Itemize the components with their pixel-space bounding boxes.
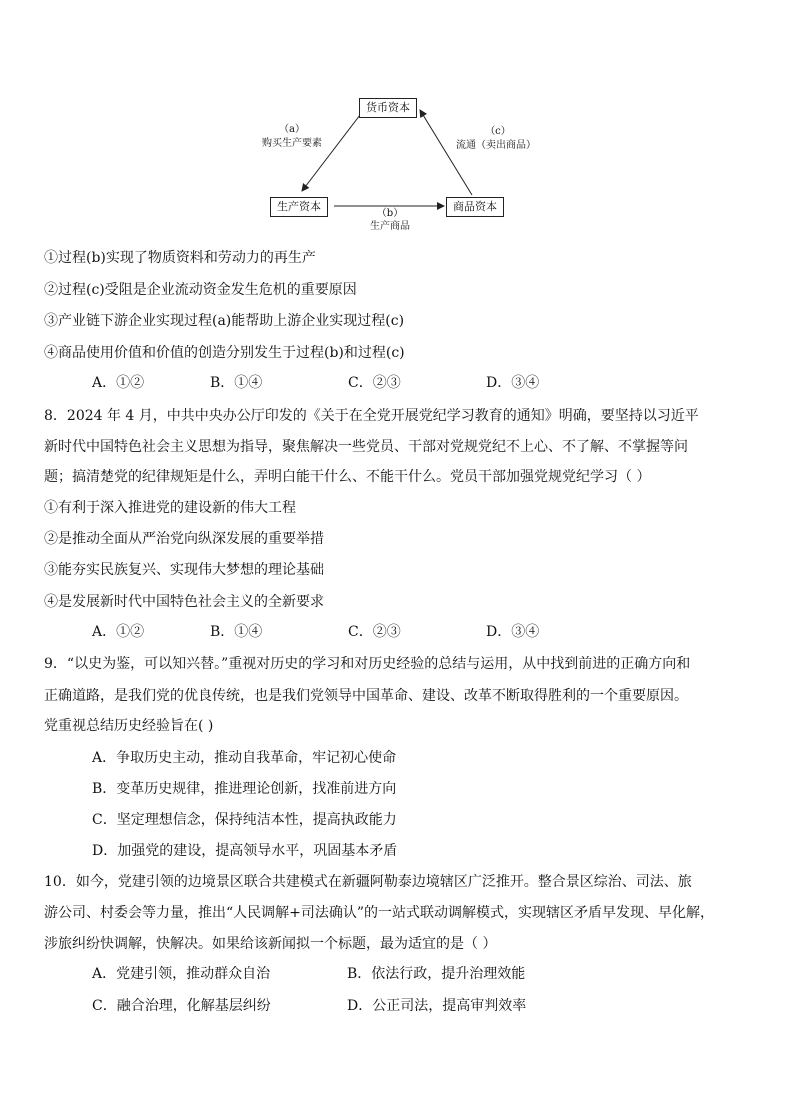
- q7-item-3: ③产业链下游企业实现过程(a)能帮助上游企业实现过程(c): [44, 313, 405, 329]
- q9-stem-line-3: 党重视总结历史经验旨在( ): [44, 718, 214, 734]
- q8-item-1: ①有利于深入推进党的建设新的伟大工程: [44, 500, 296, 516]
- q8-item-2: ②是推动全面从严治党向纵深发展的重要举措: [44, 531, 324, 547]
- q10-option-c[interactable]: C．融合治理，化解基层纠纷: [92, 998, 271, 1014]
- q7-item-1: ①过程(b)实现了物质资料和劳动力的再生产: [44, 250, 316, 266]
- q10-option-a[interactable]: A．党建引领，推动群众自治: [92, 966, 271, 982]
- q10-stem-line-3: 涉旅纠纷快调解，快解决。如果给该新闻拟一个标题，最为适宜的是（ ）: [44, 936, 497, 952]
- commodity-capital-box: 商品资本: [446, 197, 504, 217]
- label-b-tag: （b）: [376, 208, 404, 219]
- arrow-c: [420, 110, 472, 195]
- q9-stem-line-1: 9．“以史为鉴，可以知兴替。”重视对历史的学习和对历史经验的总结与运用，从中找到前进的正确方向和: [44, 656, 691, 672]
- q7-option-b[interactable]: B．①④: [210, 375, 263, 391]
- q7-item-4: ④商品使用价值和价值的创造分别发生于过程(b)和过程(c): [44, 345, 405, 361]
- q9-option-a[interactable]: A．争取历史主动，推动自我革命，牢记初心使命: [92, 750, 397, 766]
- money-capital-box: 货币资本: [359, 98, 417, 118]
- q7-item-2: ②过程(c)受阻是企业流动资金发生危机的重要原因: [44, 282, 357, 298]
- label-b-text: 生产商品: [370, 221, 410, 232]
- q8-stem-line-2: 新时代中国特色社会主义思想为指导，聚焦解决一些党员、干部对党规党纪不上心、不了解、不掌握等问: [44, 439, 688, 455]
- q7-option-a[interactable]: A．①②: [92, 375, 145, 391]
- label-a-text: 购买生产要素: [262, 138, 322, 149]
- q8-option-b[interactable]: B．①④: [210, 624, 263, 640]
- production-capital-box: 生产资本: [270, 197, 328, 217]
- label-c-tag: （c）: [485, 126, 511, 137]
- capital-circulation-diagram: [250, 95, 550, 245]
- q8-item-4: ④是发展新时代中国特色社会主义的全新要求: [44, 594, 324, 610]
- q10-stem-line-2: 游公司、村委会等力量，推出“人民调解+司法确认”的一站式联动调解模式，实现辖区矛盾早发现、早化解，: [44, 905, 715, 921]
- label-c-text: 流通（卖出商品）: [456, 140, 536, 151]
- q8-option-c[interactable]: C．②③: [348, 624, 401, 640]
- q7-option-c[interactable]: C．②③: [348, 375, 401, 391]
- q10-option-b[interactable]: B．依法行政，提升治理效能: [347, 966, 526, 982]
- q10-stem-line-1: 10．如今，党建引领的边境景区联合共建模式在新疆阿勒泰边境辖区广泛推开。整合景区综治、司法、旅: [44, 874, 692, 890]
- q8-option-a[interactable]: A．①②: [92, 624, 145, 640]
- label-a-tag: （a）: [279, 124, 305, 135]
- q8-stem-line-3: 题；搞清楚党的纪律规矩是什么，弄明白能干什么、不能干什么。党员干部加强党规党纪学习（ ）: [44, 469, 651, 485]
- q7-option-d[interactable]: D．③④: [486, 375, 540, 391]
- q9-stem-line-2: 正确道路，是我们党的优良传统，也是我们党领导中国革命、建设、改革不断取得胜利的一个重要原因。: [44, 688, 688, 704]
- q10-option-d[interactable]: D．公正司法，提高审判效率: [347, 998, 527, 1014]
- q9-option-d[interactable]: D．加强党的建设，提高领导水平，巩固基本矛盾: [92, 843, 398, 859]
- q8-item-3: ③能夯实民族复兴、实现伟大梦想的理论基础: [44, 562, 324, 578]
- q9-option-c[interactable]: C．坚定理想信念，保持纯洁本性，提高执政能力: [92, 812, 397, 828]
- q8-option-d[interactable]: D．③④: [486, 624, 540, 640]
- q9-option-b[interactable]: B．变革历史规律，推进理论创新，找准前进方向: [92, 781, 397, 797]
- q8-stem-line-1: 8．2024 年 4 月，中共中央办公厅印发的《关于在全党开展党纪学习教育的通知》明确，要坚持以习近平: [44, 408, 699, 424]
